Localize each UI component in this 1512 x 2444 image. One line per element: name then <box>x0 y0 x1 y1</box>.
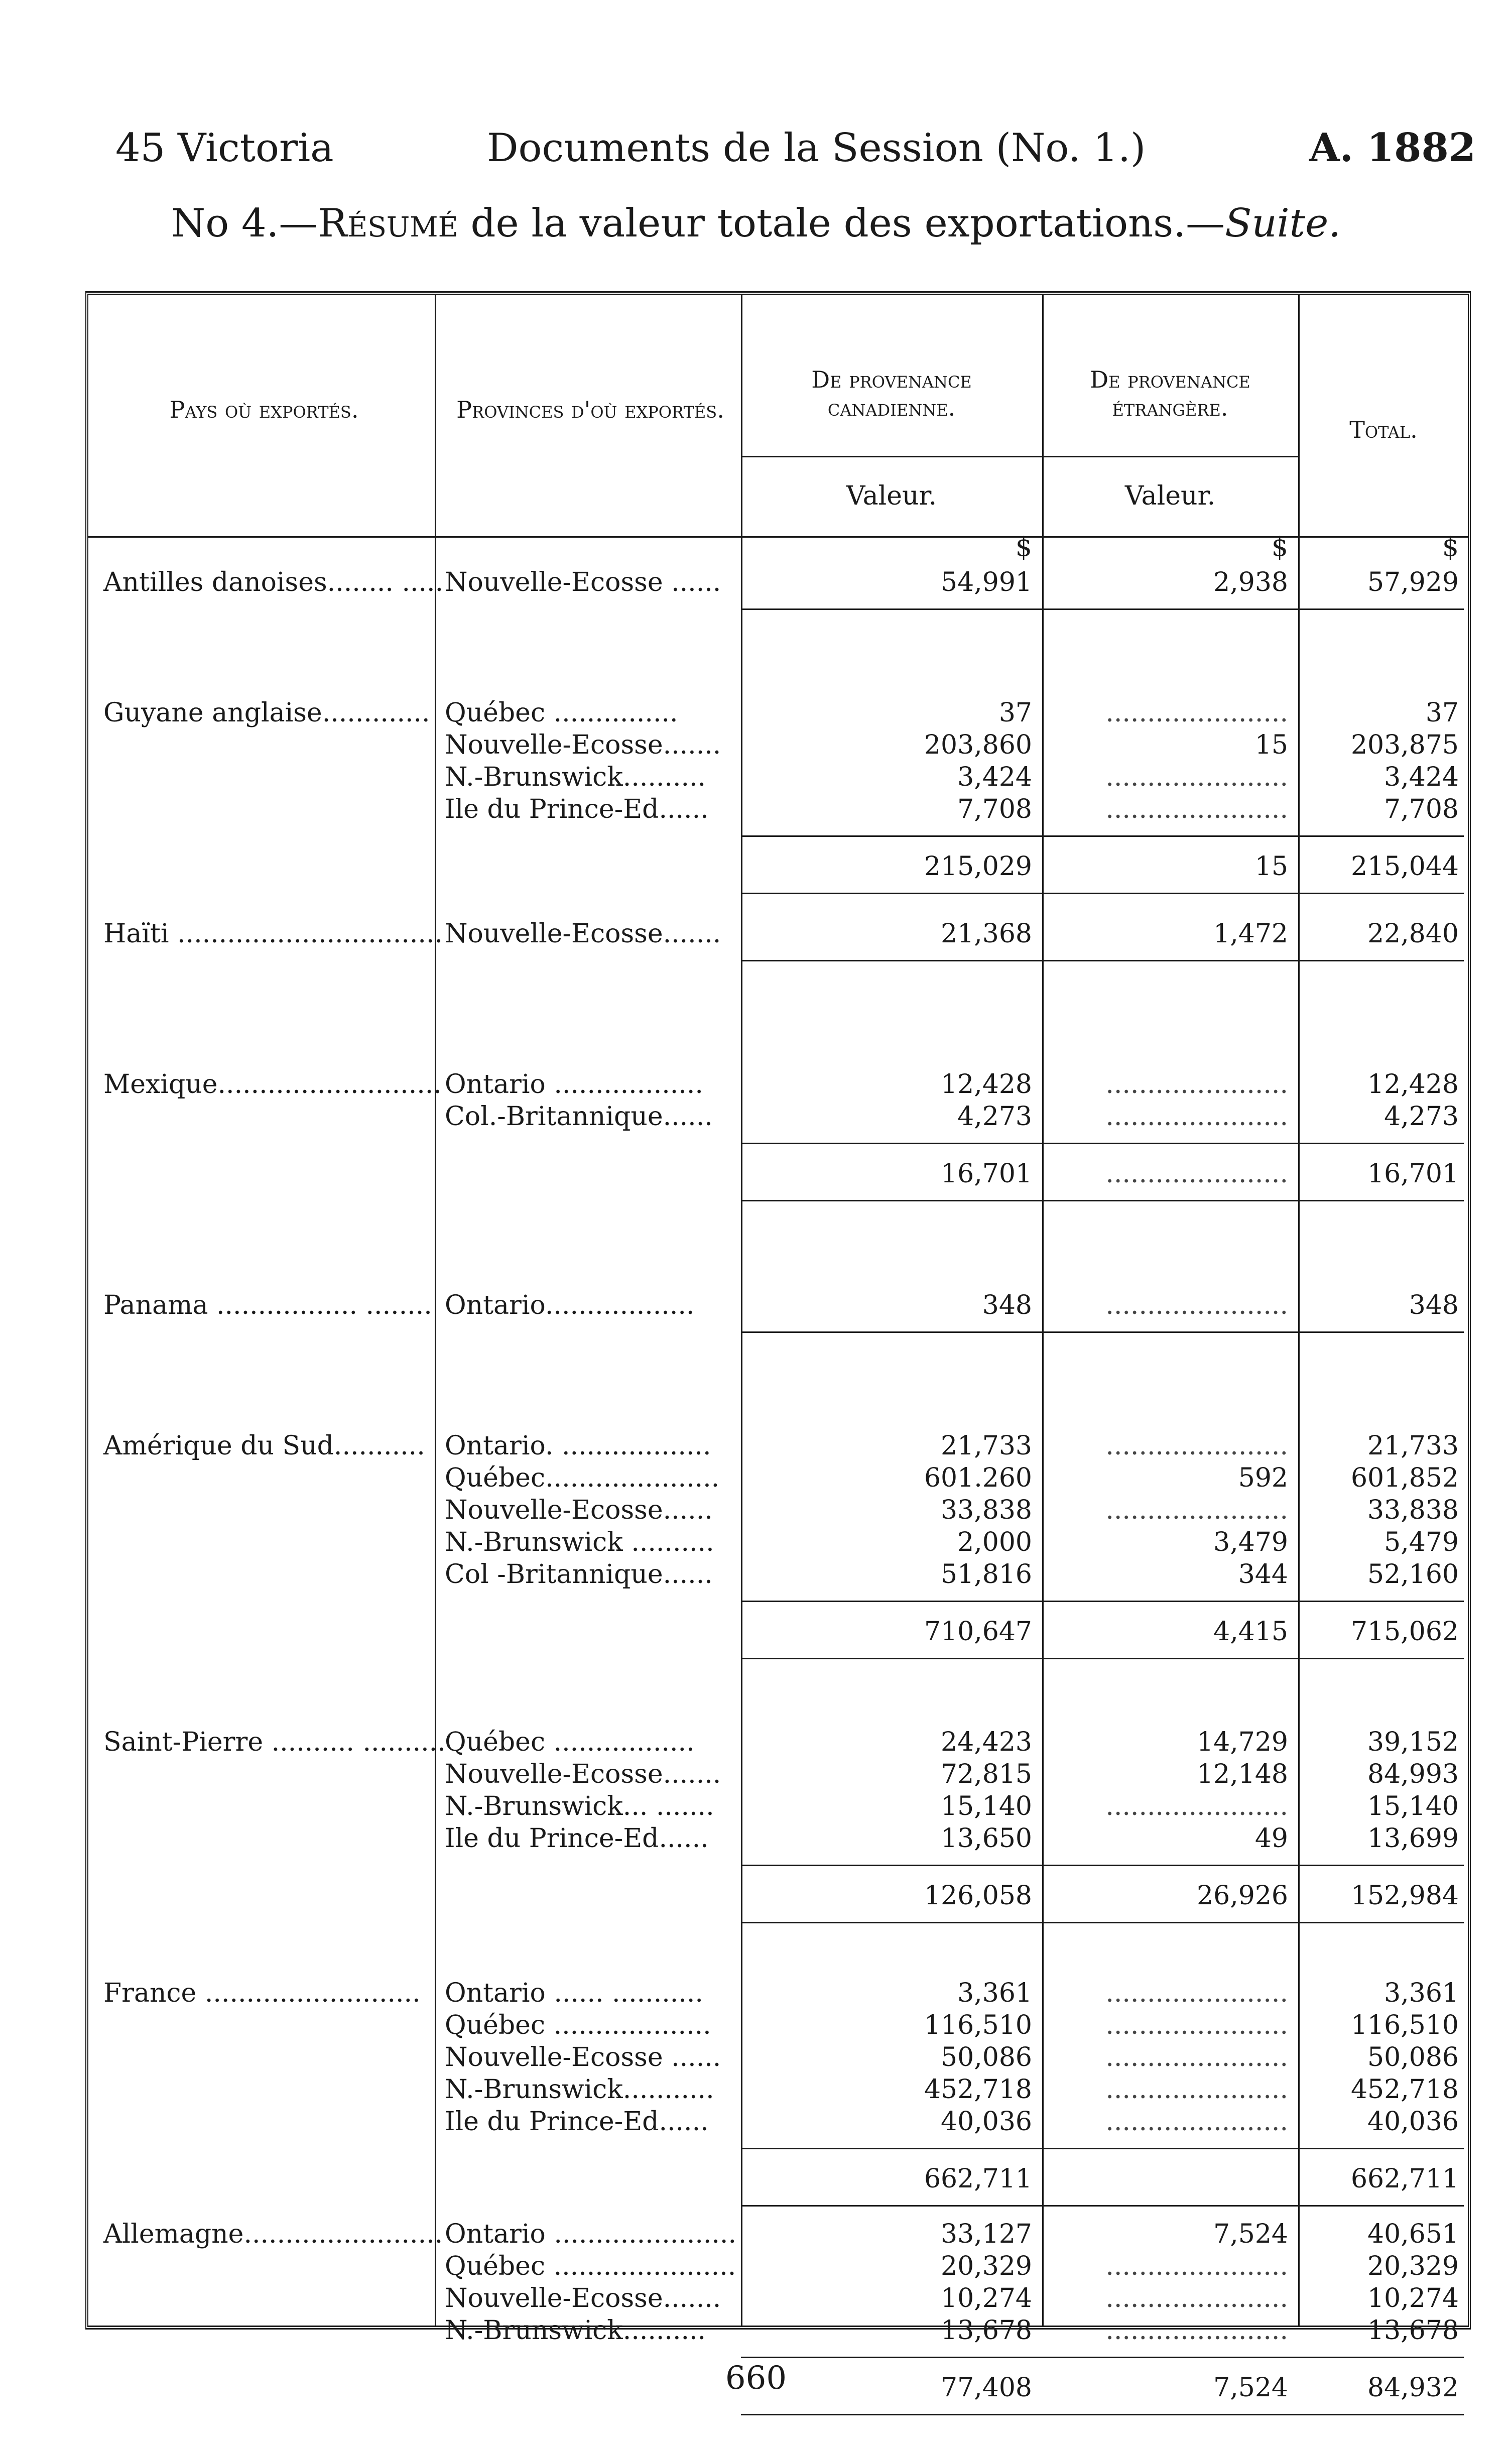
country-name: France .......................... <box>103 1978 421 2008</box>
section-rule <box>741 2414 1464 2415</box>
value-total: 33,838 <box>1367 1495 1459 1525</box>
value-total: 13,699 <box>1367 1823 1459 1854</box>
value-etrangere: 7,524 <box>1213 2219 1288 2249</box>
province-name: Ile du Prince-Ed...... <box>445 1823 709 1854</box>
value-canadienne: 21,368 <box>941 919 1032 949</box>
page-number: 660 <box>725 2360 787 2397</box>
value-total: 116,510 <box>1350 2010 1459 2040</box>
value-total: 15,140 <box>1367 1791 1459 1821</box>
value-etrangere: ...................... <box>1105 2074 1288 2105</box>
province-name: N.-Brunswick........... <box>445 2074 714 2105</box>
value-canadienne: 50,086 <box>941 2042 1032 2072</box>
value-canadienne: 20,329 <box>941 2251 1032 2281</box>
value-canadienne: 33,127 <box>941 2219 1032 2249</box>
subhead-valeur-etr: Valeur. <box>1124 481 1216 511</box>
value-canadienne: 4,273 <box>957 1102 1032 1132</box>
title-prefix: No 4.— <box>171 201 318 246</box>
subtotal-canadienne: 126,058 <box>924 1881 1032 1911</box>
value-etrangere: ...................... <box>1105 698 1288 728</box>
title-suffix: Suite. <box>1225 201 1341 246</box>
subtotal-total: 715,062 <box>1350 1617 1459 1647</box>
subtotal-etrangere: 26,926 <box>1197 1881 1288 1911</box>
province-name: N.-Brunswick... ....... <box>445 1791 714 1821</box>
province-name: N.-Brunswick .......... <box>445 1527 714 1557</box>
subtotal-etrangere: 4,415 <box>1213 1617 1288 1647</box>
section-rule <box>741 893 1464 894</box>
value-etrangere: ...................... <box>1105 762 1288 792</box>
value-total: 10,274 <box>1367 2283 1459 2313</box>
value-canadienne: 3,361 <box>957 1978 1032 2008</box>
value-etrangere: ...................... <box>1105 2283 1288 2313</box>
subtotal-total: 662,711 <box>1350 2164 1459 2194</box>
subtotal-rule <box>741 2148 1464 2149</box>
section-rule <box>741 608 1464 610</box>
value-total: 39,152 <box>1367 1727 1459 1757</box>
value-etrangere: ...................... <box>1105 794 1288 824</box>
currency-symbol: $ <box>1271 532 1288 562</box>
value-canadienne: 24,423 <box>941 1727 1032 1757</box>
value-etrangere: 344 <box>1238 1559 1288 1590</box>
valeur-rule <box>741 456 1298 457</box>
section-rule <box>741 2205 1464 2207</box>
value-total: 84,993 <box>1367 1759 1459 1789</box>
country-name: Allemagne........................ <box>103 2219 443 2249</box>
value-total: 5,479 <box>1384 1527 1459 1557</box>
section-rule <box>741 1922 1464 1923</box>
value-canadienne: 13,650 <box>941 1823 1032 1854</box>
province-name: Nouvelle-Ecosse...... <box>445 1495 713 1525</box>
value-total: 7,708 <box>1384 794 1459 824</box>
value-etrangere: ...................... <box>1105 1102 1288 1132</box>
value-canadienne: 10,274 <box>941 2283 1032 2313</box>
col-pays: Pays où exportés. <box>169 396 359 423</box>
country-name: Amérique du Sud........... <box>103 1431 425 1461</box>
value-etrangere: 592 <box>1238 1463 1288 1493</box>
value-canadienne: 601.260 <box>924 1463 1032 1493</box>
value-etrangere: 49 <box>1254 1823 1288 1854</box>
subtotal-rule <box>741 1601 1464 1602</box>
currency-symbol: $ <box>1442 532 1459 562</box>
province-name: Ontario.................. <box>445 1290 695 1320</box>
province-name: Nouvelle-Ecosse....... <box>445 919 721 949</box>
subtotal-total: 152,984 <box>1350 1881 1459 1911</box>
section-rule <box>741 1200 1464 1201</box>
subhead-valeur-can: Valeur. <box>846 481 937 511</box>
value-total: 203,875 <box>1350 730 1459 760</box>
value-canadienne: 348 <box>982 1290 1032 1320</box>
province-name: Nouvelle-Ecosse ...... <box>445 567 721 597</box>
value-canadienne: 116,510 <box>924 2010 1032 2040</box>
value-etrangere: ...................... <box>1105 2042 1288 2072</box>
value-etrangere: 3,479 <box>1213 1527 1288 1557</box>
value-total: 20,329 <box>1367 2251 1459 2281</box>
value-etrangere: ...................... <box>1105 1290 1288 1320</box>
province-name: N.-Brunswick.......... <box>445 2315 706 2346</box>
value-total: 21,733 <box>1367 1431 1459 1461</box>
col-divider-3 <box>1042 295 1044 2326</box>
col-canadienne: De provenance canadienne. <box>811 366 972 421</box>
value-canadienne: 452,718 <box>924 2074 1032 2105</box>
value-canadienne: 12,428 <box>941 1069 1032 1099</box>
value-total: 37 <box>1425 698 1459 728</box>
subtotal-canadienne: 662,711 <box>924 2164 1032 2194</box>
country-name: Antilles danoises........ ..... <box>103 567 444 597</box>
value-canadienne: 37 <box>998 698 1032 728</box>
province-name: Nouvelle-Ecosse....... <box>445 730 721 760</box>
country-name: Saint-Pierre .......... .......... <box>103 1727 446 1757</box>
running-header <box>115 120 1476 176</box>
value-total: 40,651 <box>1367 2219 1459 2249</box>
value-canadienne: 2,000 <box>957 1527 1032 1557</box>
value-canadienne: 72,815 <box>941 1759 1032 1789</box>
subtotal-total: 16,701 <box>1367 1159 1459 1189</box>
province-name: Ontario ...................... <box>445 2219 736 2249</box>
subtotal-canadienne: 215,029 <box>924 851 1032 882</box>
country-name: Guyane anglaise............. <box>103 698 430 728</box>
province-name: Québec ...................... <box>445 2251 736 2281</box>
subtotal-rule <box>741 2357 1464 2358</box>
subtotal-rule <box>741 1143 1464 1144</box>
value-total: 57,929 <box>1367 567 1459 597</box>
value-etrangere: 1,472 <box>1213 919 1288 949</box>
value-etrangere: 14,729 <box>1197 1727 1288 1757</box>
value-canadienne: 7,708 <box>957 794 1032 824</box>
section-rule <box>741 1331 1464 1333</box>
value-total: 3,424 <box>1384 762 1459 792</box>
value-total: 13,678 <box>1367 2315 1459 2346</box>
title-middle: de la valeur totale des exportations.— <box>458 201 1225 246</box>
value-canadienne: 13,678 <box>941 2315 1032 2346</box>
value-total: 4,273 <box>1384 1102 1459 1132</box>
value-etrangere: ...................... <box>1105 2315 1288 2346</box>
subtotal-etrangere: ...................... <box>1105 1159 1288 1189</box>
col-divider-1 <box>435 295 436 2326</box>
section-rule <box>741 1658 1464 1659</box>
value-etrangere: ...................... <box>1105 1791 1288 1821</box>
subtotal-etrangere: 15 <box>1254 851 1288 882</box>
value-etrangere: 15 <box>1254 730 1288 760</box>
value-canadienne: 33,838 <box>941 1495 1032 1525</box>
value-total: 601,852 <box>1350 1463 1459 1493</box>
province-name: Québec ................... <box>445 2010 711 2040</box>
subtotal-canadienne: 77,408 <box>941 2373 1032 2403</box>
province-name: N.-Brunswick.......... <box>445 762 706 792</box>
table-title <box>0 196 1512 251</box>
province-name: Ontario ...... ........... <box>445 1978 703 2008</box>
value-etrangere: ...................... <box>1105 1495 1288 1525</box>
subtotal-rule <box>741 835 1464 837</box>
value-total: 348 <box>1409 1290 1459 1320</box>
value-etrangere: ...................... <box>1105 1431 1288 1461</box>
col-provinces: Provinces d'où exportés. <box>456 396 724 423</box>
value-canadienne: 21,733 <box>941 1431 1032 1461</box>
province-name: Nouvelle-Ecosse....... <box>445 1759 721 1789</box>
value-canadienne: 40,036 <box>941 2107 1032 2137</box>
value-total: 452,718 <box>1350 2074 1459 2105</box>
value-etrangere: ...................... <box>1105 1069 1288 1099</box>
province-name: Ontario. .................. <box>445 1431 711 1461</box>
subtotal-total: 215,044 <box>1350 851 1459 882</box>
subtotal-canadienne: 16,701 <box>941 1159 1032 1189</box>
value-canadienne: 15,140 <box>941 1791 1032 1821</box>
province-name: Nouvelle-Ecosse ...... <box>445 2042 721 2072</box>
value-canadienne: 3,424 <box>957 762 1032 792</box>
province-name: Nouvelle-Ecosse....... <box>445 2283 721 2313</box>
province-name: Ile du Prince-Ed...... <box>445 2107 709 2137</box>
province-name: Québec ................. <box>445 1727 695 1757</box>
value-canadienne: 203,860 <box>924 730 1032 760</box>
country-name: Mexique........................... <box>103 1069 442 1099</box>
section-rule <box>741 960 1464 961</box>
header-session: 45 Victoria <box>115 126 334 171</box>
province-name: Ile du Prince-Ed...... <box>445 794 709 824</box>
province-name: Col -Britannique...... <box>445 1559 713 1590</box>
currency-symbol: $ <box>1015 532 1032 562</box>
value-total: 52,160 <box>1367 1559 1459 1590</box>
col-total: Total. <box>1349 416 1418 443</box>
title-smallcaps: Résumé <box>318 201 458 246</box>
province-name: Québec ............... <box>445 698 678 728</box>
province-name: Col.-Britannique...... <box>445 1102 713 1132</box>
province-name: Québec..................... <box>445 1463 720 1493</box>
subtotal-etrangere: 7,524 <box>1213 2373 1288 2403</box>
province-name: Ontario .................. <box>445 1069 703 1099</box>
value-etrangere: ...................... <box>1105 2107 1288 2137</box>
col-etrangere: De provenance étrangère. <box>1090 366 1250 421</box>
value-total: 3,361 <box>1384 1978 1459 2008</box>
value-total: 40,036 <box>1367 2107 1459 2137</box>
value-etrangere: 2,938 <box>1213 567 1288 597</box>
value-etrangere: ...................... <box>1105 2010 1288 2040</box>
value-total: 12,428 <box>1367 1069 1459 1099</box>
subtotal-total: 84,932 <box>1367 2373 1459 2403</box>
value-total: 50,086 <box>1367 2042 1459 2072</box>
value-canadienne: 51,816 <box>941 1559 1032 1590</box>
header-documents: Documents de la Session (No. 1.) <box>487 126 1146 171</box>
value-etrangere: ...................... <box>1105 1978 1288 2008</box>
value-etrangere: 12,148 <box>1197 1759 1288 1789</box>
subtotal-canadienne: 710,647 <box>924 1617 1032 1647</box>
subtotal-rule <box>741 1865 1464 1866</box>
country-name: Panama ................. ........ <box>103 1290 432 1320</box>
header-year: A. 1882 <box>1309 125 1476 171</box>
value-canadienne: 54,991 <box>941 567 1032 597</box>
country-name: Haïti ................................ <box>103 919 443 949</box>
value-total: 22,840 <box>1367 919 1459 949</box>
col-divider-4 <box>1298 295 1300 2326</box>
value-etrangere: ...................... <box>1105 2251 1288 2281</box>
